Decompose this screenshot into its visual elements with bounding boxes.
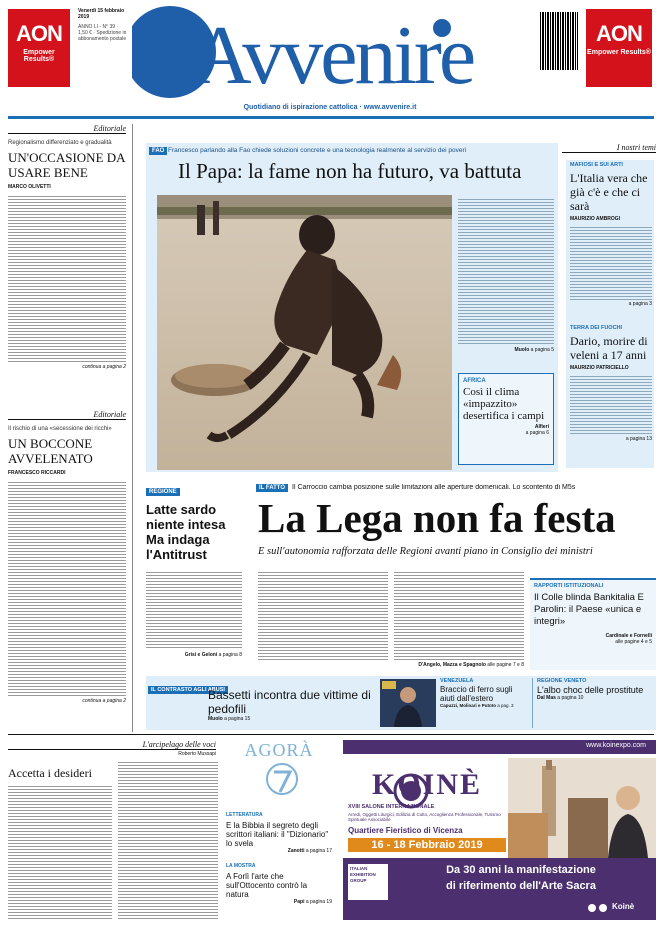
africa-box[interactable] xyxy=(458,373,554,465)
editorial-label: Editoriale xyxy=(8,410,126,420)
facebook-icon[interactable] xyxy=(588,904,596,912)
section-rule xyxy=(8,734,654,735)
koine-description: Arredi, Oggetti Liturgici, Edilizia di Culto, Accoglienza Professionale, Turismo Spirituale Associabile xyxy=(348,812,501,822)
sardinia-byline: Grisi e Geloni xyxy=(184,652,218,658)
strip-item-1-page-ref: a pagina 15 xyxy=(224,716,251,722)
strip-item-2[interactable] xyxy=(440,678,528,728)
theme-2-title[interactable]: Dario, morire di veleni a 17 anni xyxy=(570,334,648,362)
theme-1-kicker: MAFIOSI E SUI ARTI xyxy=(570,162,623,168)
theme-2-page-ref: a pagina 13 xyxy=(625,436,652,442)
editorial-jump[interactable]: continua a pagina 2 xyxy=(82,364,126,370)
agora-emblem-icon xyxy=(252,762,312,796)
theme-1-body xyxy=(570,225,652,301)
sardinia-story[interactable] xyxy=(146,480,242,670)
agora-item-1-byline: Zanotti xyxy=(287,848,305,854)
theme-1[interactable] xyxy=(570,162,652,317)
arcipelago-body-col1 xyxy=(8,784,112,920)
editorial-title[interactable]: UN'OCCASIONE DA USARE BENE xyxy=(8,150,125,180)
koine-tagline-2: di riferimento dell'Arte Sacra xyxy=(446,880,596,892)
strip-item-3-byline: Dal Mas xyxy=(537,695,556,701)
editorial-author: FRANCESCO RICCARDI xyxy=(8,470,66,476)
editorial-kicker: Il rischio di una «secessione dei ricchi» xyxy=(8,426,112,432)
instagram-icon[interactable] xyxy=(599,904,607,912)
lega-kicker: Il Carroccio cambia posizione sulle limitazioni alle aperture domenicali. Lo scontento di M5s xyxy=(292,484,576,491)
arcipelago-author: Roberto Mussapi xyxy=(178,751,216,757)
strip-item-2-byline: Capuzzi, Molinari e Putoto xyxy=(440,703,496,708)
strip-item-1-byline: Muolo xyxy=(208,716,223,722)
agora-item-1-title[interactable]: E la Bibbia il segreto degli scrittori italiani: il "Dizionario" lo svela xyxy=(226,821,329,848)
agora-item-2-page-ref: a pagina 19 xyxy=(305,899,332,905)
koine-edition: XVIII SALONE INTERNAZIONALE xyxy=(348,804,435,810)
strip-item-3-title[interactable]: L'albo choc delle prostitute xyxy=(537,685,644,695)
reports-box-byline: Cardinale e Fornelli xyxy=(605,633,652,639)
theme-2-body xyxy=(570,374,652,436)
sardinia-page-ref: a pagina 8 xyxy=(218,652,242,658)
arcipelago-title[interactable]: Accetta i desideri xyxy=(8,766,92,780)
right-aon-ad[interactable] xyxy=(586,9,652,87)
strip-item-2-title[interactable]: Braccio di ferro sugli aiuti dall'estero xyxy=(440,685,513,703)
editorial-body xyxy=(8,194,126,362)
agora-logo: AGORÀ xyxy=(244,740,314,760)
theme-1-title[interactable]: L'Italia vera che già c'è e che ci sarà xyxy=(570,171,648,213)
strip-item-3[interactable] xyxy=(532,678,654,728)
theme-2-kicker: TERRA DEI FUOCHI xyxy=(570,325,623,331)
theme-1-page-ref: a pagina 3 xyxy=(628,301,652,307)
africa-box-label: AFRICA xyxy=(463,378,486,384)
reports-box[interactable] xyxy=(530,578,656,670)
agora-item-1-page-ref: a pagina 17 xyxy=(305,848,332,854)
themes-label: I nostri temi xyxy=(562,143,656,153)
koine-footer-brand: Koinè xyxy=(612,902,635,911)
aon-logo: AON xyxy=(596,21,642,46)
reports-box-page-ref: alle pagine 4 e 5 xyxy=(615,639,652,645)
agora-item-2-title[interactable]: A Forlì l'arte che sull'Ottocento contrò la natura xyxy=(226,872,308,899)
arcipelago-body-col2 xyxy=(118,760,218,920)
sardinia-tag: REGIONE xyxy=(146,488,180,496)
africa-box-text[interactable]: Così il clima «impazzito» desertifica i campi xyxy=(463,386,545,422)
editorial-label: Editoriale xyxy=(8,124,126,134)
lega-page-ref: alle pagine 7 e 8 xyxy=(487,662,524,668)
lega-subhead: E sull'autonomia rafforzata delle Regioni avanti piano in Consiglio dei ministri xyxy=(258,546,593,557)
sardinia-title[interactable]: Latte sardo niente intesa Ma indaga l'Antitrust xyxy=(146,502,226,562)
barcode-icon xyxy=(540,12,578,70)
venezuela-photo[interactable] xyxy=(380,679,436,727)
arcipelago-label: L'arcipelago delle voci xyxy=(8,740,216,750)
theme-2[interactable] xyxy=(570,325,652,465)
reports-box-label: RAPPORTI ISTITUZIONALI xyxy=(534,583,604,589)
theme-2-author: MAURIZIO PATRICIELLO xyxy=(570,365,629,371)
koine-venue: Quartiere Fieristico di Vicenza xyxy=(348,826,463,835)
price-info: ANNO LI - N° 39 · 1,50 € · Spedizione in abbonamento postale xyxy=(78,24,127,42)
masthead-rule xyxy=(8,116,654,119)
masthead-subtitle: Quotidiano di ispirazione cattolica · www.avvenire.it xyxy=(243,104,417,111)
editorial-title[interactable]: UN BOCCONE AVVELENATO xyxy=(8,436,93,466)
column-divider xyxy=(132,124,133,732)
strip-item-2-tag: VENEZUELA xyxy=(440,678,474,684)
reports-box-title[interactable]: Il Colle blinda Bankitalia E Parolin: il Paese «unica e integri» xyxy=(534,592,644,627)
lega-headline[interactable]: La Lega non fa festa xyxy=(258,495,616,541)
sardinia-body xyxy=(146,570,242,650)
masthead-title[interactable]: Avvenire xyxy=(190,9,474,102)
editorial-jump[interactable]: continua a pagina 2 xyxy=(82,698,126,704)
koine-group: ITALIAN EXHIBITION GROUP xyxy=(350,866,376,883)
koine-ad-url[interactable]: www.koinexpo.com xyxy=(586,742,646,749)
aon-tagline: Empower Results® xyxy=(23,49,55,63)
strip-item-3-tag: REGIONE VENETO xyxy=(537,678,587,684)
koine-tagline-1: Da 30 anni la manifestazione xyxy=(446,864,596,876)
pope-story-tag: FAO xyxy=(149,147,167,155)
editorial-body xyxy=(8,480,126,696)
lega-byline: D'Angelo, Mazza e Spagnolo xyxy=(418,662,486,668)
left-aon-ad[interactable] xyxy=(8,9,70,87)
strip-item-1[interactable] xyxy=(148,678,374,728)
agora-item-2-tag: LA MOSTRA xyxy=(226,863,256,869)
editorial-1[interactable] xyxy=(8,124,126,412)
editorial-author: MARCO OLIVETTI xyxy=(8,184,51,190)
pope-story-photo[interactable] xyxy=(157,195,452,470)
editorial-kicker: Regionalismo differenziato e gradualità xyxy=(8,140,112,146)
strip-item-2-page-ref: a pag. 3 xyxy=(497,703,514,708)
agora-item-2-byline: Papi xyxy=(293,899,305,905)
edition-date: Venerdì 15 febbraio 2019 xyxy=(78,8,125,20)
strip-item-1-tag: IL CONTRASTO AGLI ABUSI xyxy=(148,686,228,694)
aon-logo: AON xyxy=(16,21,62,46)
agora-item-1-tag: LETTERATURA xyxy=(226,812,263,818)
koine-brand: KOINÈ xyxy=(371,768,483,801)
koine-ad-photo xyxy=(508,758,656,858)
pope-story-page-ref: a pagina 5 xyxy=(530,347,554,353)
aon-tagline: Empower Results® xyxy=(587,49,651,56)
lega-body-col2 xyxy=(394,570,524,660)
pope-story-ref[interactable] xyxy=(458,347,554,353)
africa-box-byline: Alfieri xyxy=(534,424,549,430)
strip-item-3-page-ref: a pagina 10 xyxy=(557,695,584,701)
pope-story-kicker: Francesco parlando alla Fao chiede soluzioni concrete e una tecnologia realmente al servizio dei poveri xyxy=(168,147,467,154)
lega-tag: IL FATTO xyxy=(256,484,288,492)
strip-item-1-title[interactable]: Bassetti incontra due vittime di pedofili xyxy=(208,688,371,716)
pope-story-body xyxy=(458,197,554,345)
theme-1-author: MAURIZIO AMBROGI xyxy=(570,216,621,222)
pope-story-headline[interactable]: Il Papa: la fame non ha futuro, va battuta xyxy=(178,159,522,183)
koine-dates: 16 - 18 Febbraio 2019 xyxy=(348,838,506,852)
pope-story-byline: Muolo xyxy=(514,347,530,353)
editorial-2[interactable] xyxy=(8,410,126,730)
africa-box-page-ref: a pagina 6 xyxy=(525,430,549,436)
lega-body-col1 xyxy=(258,570,388,660)
